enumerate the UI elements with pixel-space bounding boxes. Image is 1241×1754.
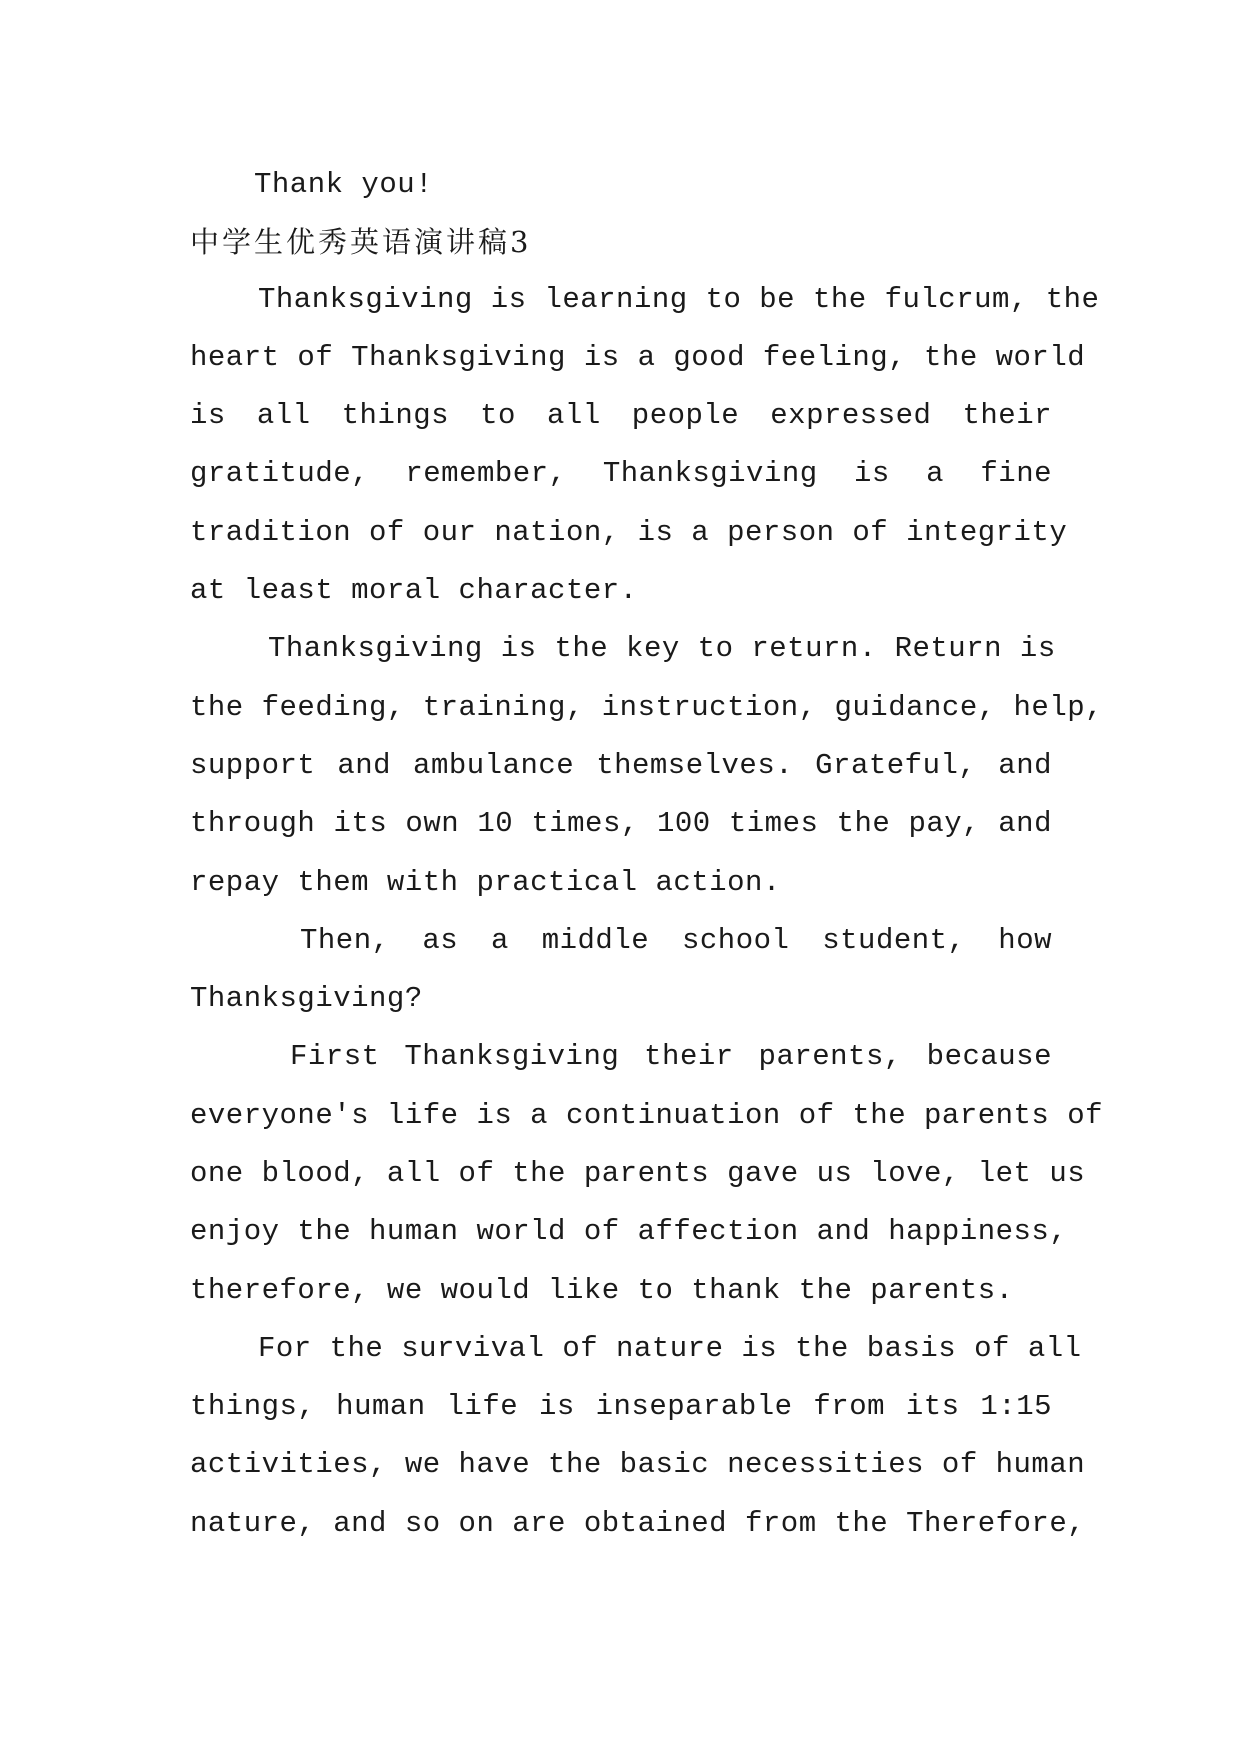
paragraph-1-line-1: Thanksgiving is learning to be the fulcrum, the	[258, 283, 1100, 316]
paragraph-2-line-2: the feeding, training, instruction, guidance, help,	[190, 691, 1104, 724]
paragraph-1-line-6: at least moral character.	[190, 574, 638, 607]
paragraph-4-line-2: everyone's life is a continuation of the parents of	[190, 1099, 1104, 1132]
paragraph-2-line-1: Thanksgiving is the key to return. Return is	[268, 632, 1056, 665]
paragraph-5-line-2: things, human life is inseparable from its 1:15	[190, 1390, 1052, 1423]
paragraph-1-line-5: tradition of our nation, is a person of integrity	[190, 516, 1068, 549]
paragraph-3-line-1: Then, as a middle school student, how	[300, 924, 1052, 957]
paragraph-4-line-1: First Thanksgiving their parents, because	[290, 1040, 1052, 1073]
paragraph-5-line-4: nature, and so on are obtained from the Therefore,	[190, 1507, 1086, 1540]
paragraph-2-line-3: support and ambulance themselves. Grateful, and	[190, 749, 1052, 782]
paragraph-3-line-2: Thanksgiving?	[190, 982, 423, 1015]
paragraph-5-line-3: activities, we have the basic necessities of human	[190, 1448, 1086, 1481]
paragraph-4-line-5: therefore, we would like to thank the parents.	[190, 1274, 1014, 1307]
paragraph-2-line-4: through its own 10 times, 100 times the pay, and	[190, 807, 1052, 840]
paragraph-2-line-5: repay them with practical action.	[190, 866, 781, 899]
paragraph-4-line-4: enjoy the human world of affection and happiness,	[190, 1215, 1068, 1248]
closing-line: Thank you!	[254, 168, 434, 201]
paragraph-1-line-2: heart of Thanksgiving is a good feeling, the world	[190, 341, 1086, 374]
paragraph-1-line-4: gratitude, remember, Thanksgiving is a fine	[190, 457, 1052, 490]
paragraph-5-line-1: For the survival of nature is the basis of all	[258, 1332, 1082, 1365]
paragraph-4-line-3: one blood, all of the parents gave us love, let us	[190, 1157, 1086, 1190]
paragraph-1-line-3: is all things to all people expressed their	[190, 399, 1052, 432]
section-title: 中学生优秀英语演讲稿3	[190, 225, 532, 259]
